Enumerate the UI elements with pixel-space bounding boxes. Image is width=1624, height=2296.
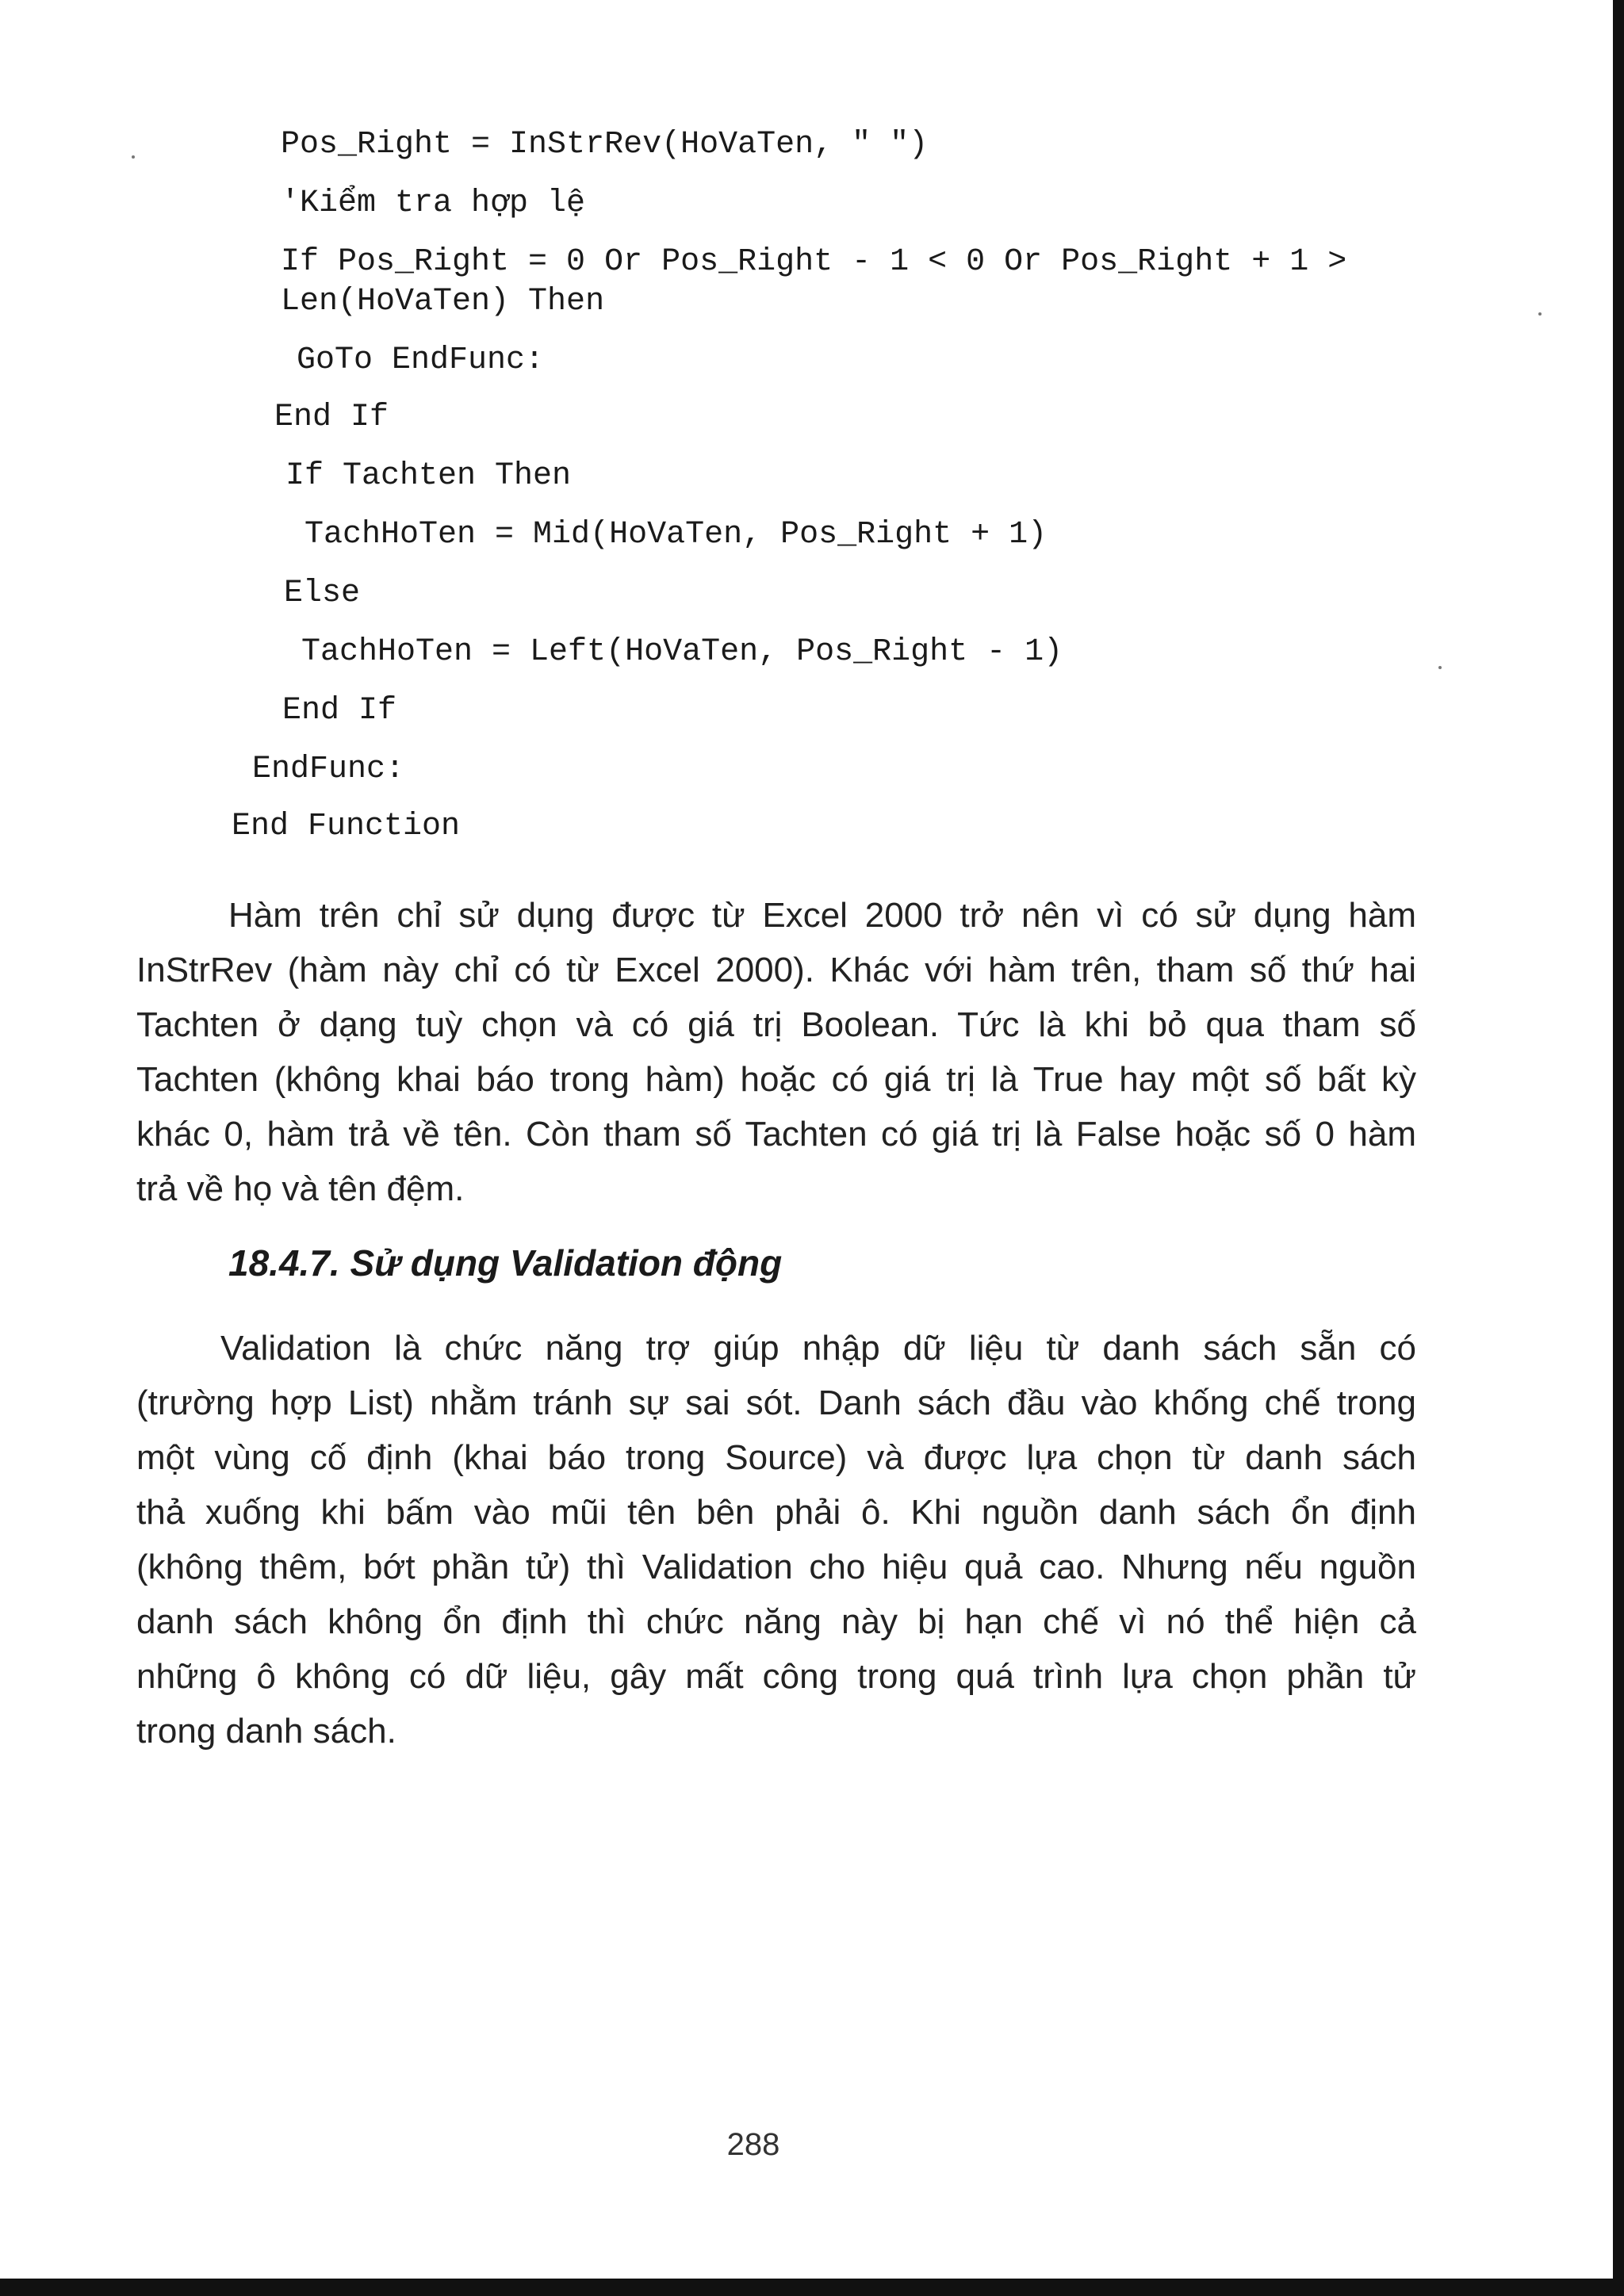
scan-speck: [132, 155, 135, 159]
paragraph-line: InStrRev (hàm này chỉ có từ Excel 2000). Khác với hàm trên, tham số thứ hai: [136, 951, 1416, 989]
scan-edge-bottom: [0, 2279, 1624, 2296]
body-paragraph: [136, 888, 1416, 1216]
code-line: End If: [274, 400, 389, 435]
paragraph-line: Hàm trên chỉ sử dụng được từ Excel 2000 trở nên vì có sử dụng hàm: [228, 896, 1416, 935]
body-paragraph: [136, 1321, 1416, 1758]
code-line: 'Kiểm tra hợp lệ: [281, 186, 586, 221]
code-line: TachHoTen = Mid(HoVaTen, Pos_Right + 1): [304, 517, 1048, 553]
paragraph-line: trong danh sách.: [136, 1712, 396, 1751]
paragraph-line: Tachten ở dạng tuỳ chọn và có giá trị Boolean. Tức là khi bỏ qua tham số: [136, 1005, 1416, 1044]
code-line: Pos_Right = InStrRev(HoVaTen, " "): [281, 127, 929, 163]
paragraph-line: khác 0, hàm trả về tên. Còn tham số Tachten có giá trị là False hoặc số 0 hàm: [136, 1115, 1416, 1154]
scan-speck: [1438, 666, 1442, 669]
section-heading: 18.4.7. Sử dụng Validation động: [228, 1242, 783, 1284]
scan-speck: [1538, 312, 1542, 316]
code-line: End Function: [232, 809, 461, 844]
paragraph-line: một vùng cố định (khai báo trong Source) và được lựa chọn từ danh sách: [136, 1438, 1416, 1477]
code-line: TachHoTen = Left(HoVaTen, Pos_Right - 1): [301, 634, 1063, 670]
code-line: Len(HoVaTen) Then: [281, 284, 605, 320]
paragraph-line: danh sách không ổn định thì chức năng này bị hạn chế vì nó thể hiện cả: [136, 1602, 1416, 1641]
code-line: GoTo EndFunc:: [297, 342, 545, 378]
code-line: If Tachten Then: [285, 458, 572, 494]
paragraph-line: Tachten (không khai báo trong hàm) hoặc có giá trị là True hay một số bất kỳ: [136, 1060, 1416, 1099]
paragraph-line: thả xuống khi bấm vào mũi tên bên phải ô. Khi nguồn danh sách ổn định: [136, 1493, 1416, 1532]
code-line: EndFunc:: [252, 752, 405, 787]
code-line: If Pos_Right = 0 Or Pos_Right - 1 < 0 Or Pos_Right + 1 >: [281, 244, 1347, 280]
scan-edge-right: [1613, 0, 1624, 2296]
paragraph-line: (trường hợp List) nhằm tránh sự sai sót. Danh sách đầu vào khống chế trong: [136, 1383, 1416, 1422]
page-number: 288: [726, 2127, 780, 2162]
paragraph-line: những ô không có dữ liệu, gây mất công trong quá trình lựa chọn phần tử: [136, 1657, 1416, 1696]
code-line: End If: [282, 693, 397, 729]
code-line: Else: [284, 576, 361, 611]
paragraph-line: trả về họ và tên đệm.: [136, 1169, 465, 1208]
paragraph-line: (không thêm, bớt phần tử) thì Validation cho hiệu quả cao. Nhưng nếu nguồn: [136, 1548, 1416, 1586]
paragraph-line: Validation là chức năng trợ giúp nhập dữ liệu từ danh sách sẵn có: [220, 1329, 1416, 1368]
